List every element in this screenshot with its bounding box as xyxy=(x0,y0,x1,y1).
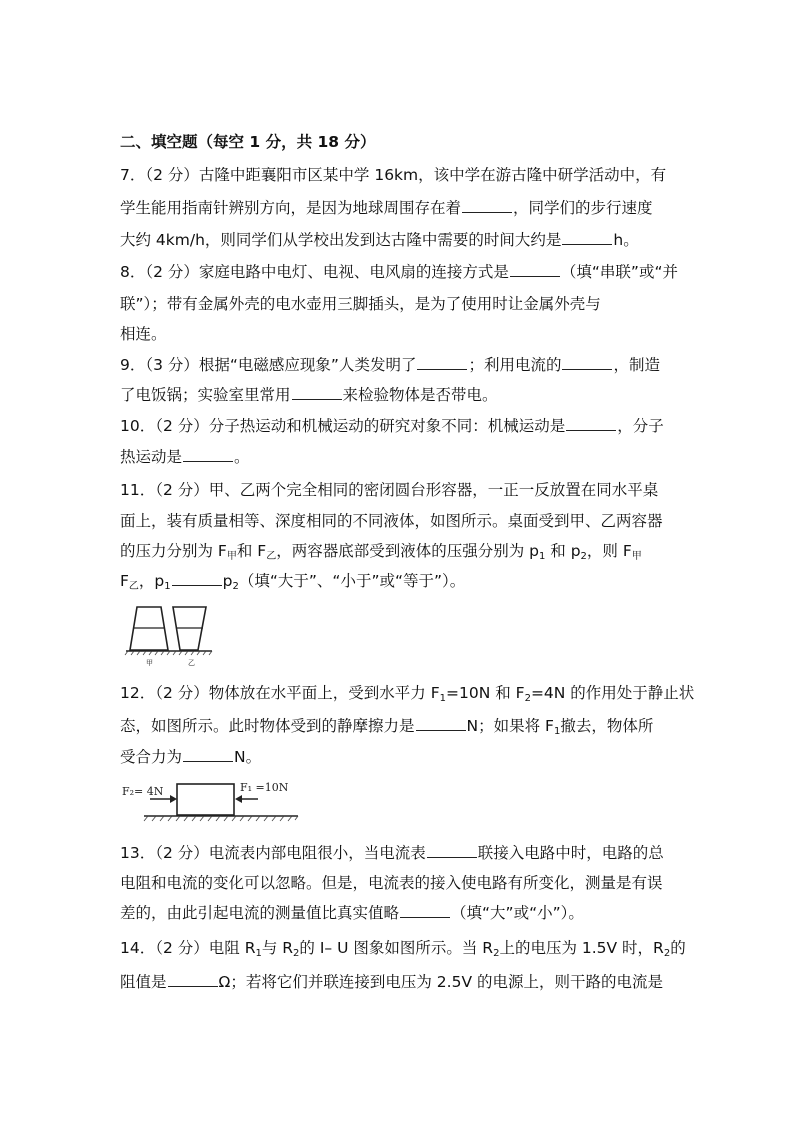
q8-line-2: 联”）；带有金属外壳的电水壶用三脚插头，是为了使用时让金属外壳与 xyxy=(120,295,601,313)
answer-blank xyxy=(416,716,466,731)
q11-line-2: 面上，装有质量相等、深度相同的不同液体，如图所示。桌面受到甲、乙两容器 xyxy=(120,512,663,530)
q11-line-1: 11．（2 分）甲、乙两个完全相同的密闭圆台形容器，一正一反放置在同水平桌 xyxy=(120,481,659,499)
q12-line-2: 态，如图所示。此时物体受到的静摩擦力是 N；如果将 $F_1$撤去，物体所 xyxy=(120,717,654,737)
f1-label: F₁ =10N xyxy=(240,781,289,794)
answer-blank xyxy=(168,972,218,987)
answer-blank xyxy=(400,903,450,918)
answer-blank xyxy=(417,355,467,370)
q8-line-3: 相连。 xyxy=(120,325,167,343)
q13-line-3: 差的，由此引起电流的测量值比真实值略 （填“大”或“小”）。 xyxy=(120,904,584,922)
f2-label: F₂= 4N xyxy=(122,785,164,798)
section-title: 二、填空题（每空 1 分，共 18 分） xyxy=(120,133,376,151)
answer-blank xyxy=(510,262,560,277)
q11-line-3: 的压力分别为 $F_甲$和 $F_乙$，两容器底部受到液体的压强分别为 $p_1$ 和 $p_2$，则 $F_甲$ xyxy=(120,542,642,562)
q10-line-2: 热运动是 。 xyxy=(120,448,250,466)
answer-blank xyxy=(427,843,477,858)
q10-line-1: 10．（2 分）分子热运动和机械运动的研究对象不同：机械运动是 ，分子 xyxy=(120,417,664,435)
answer-blank xyxy=(562,355,612,370)
answer-blank xyxy=(462,198,512,213)
q11-line-4: $F_乙$，$p_1$ $p_2$（填“大于”、“小于”或“等于”）。 xyxy=(120,572,466,592)
q12-line-1: 12．（2 分）物体放在水平面上，受到水平力 $F_1=10N$ 和 $F_2=4N$ 的作用处于静止状 xyxy=(120,684,695,704)
f1-arrowhead xyxy=(235,795,242,803)
answer-blank xyxy=(183,447,233,462)
answer-blank xyxy=(562,230,612,245)
q9-line-1: 9．（3 分）根据“电磁感应现象”人类发明了 ；利用电流的 ，制造 xyxy=(120,356,660,374)
containers-figure xyxy=(124,604,224,668)
q7-line-1: 7．（2 分）古隆中距襄阳市区某中学 16km，该中学在游古隆中研学活动中，有 xyxy=(120,166,667,184)
answer-blank xyxy=(172,571,222,586)
label-jia: 甲 xyxy=(146,659,153,667)
q12-line-3: 受合力为 N。 xyxy=(120,748,262,766)
label-yi: 乙 xyxy=(188,659,195,667)
q13-line-2: 电阻和电流的变化可以忽略。但是，电流表的接入使电路有所变化，测量是有误 xyxy=(120,874,663,892)
answer-blank xyxy=(566,416,616,431)
q14-line-1: 14．（2 分）电阻 $R_1$与 $R_2$的 I– U 图象如图所示。当 $R_2$上的电压为 1.5V 时，$R_2$的 xyxy=(120,939,686,959)
q13-line-1: 13．（2 分）电流表内部电阻很小，当电流表 联接入电路中时，电路的总 xyxy=(120,844,664,862)
answer-blank xyxy=(292,385,342,400)
q9-line-2: 了电饭锅；实验室里常用 来检验物体是否带电。 xyxy=(120,386,498,404)
q14-line-2: 阻值是 Ω；若将它们并联连接到电压为 2.5V 的电源上，则干路的电流是 xyxy=(120,973,663,991)
q7-line-3: 大约 4km/h，则同学们从学校出发到达古隆中需要的时间大约是 h。 xyxy=(120,231,639,249)
answer-blank xyxy=(183,747,233,762)
ground-hatch xyxy=(144,816,298,821)
q7-line-2: 学生能用指南针辨别方向，是因为地球周围存在着 ，同学们的步行速度 xyxy=(120,199,653,217)
forces-figure xyxy=(120,778,302,826)
f2-arrowhead xyxy=(170,795,177,803)
q8-line-1: 8．（2 分）家庭电路中电灯、电视、电风扇的连接方式是 （填“串联”或“并 xyxy=(120,263,678,281)
block xyxy=(177,784,234,815)
